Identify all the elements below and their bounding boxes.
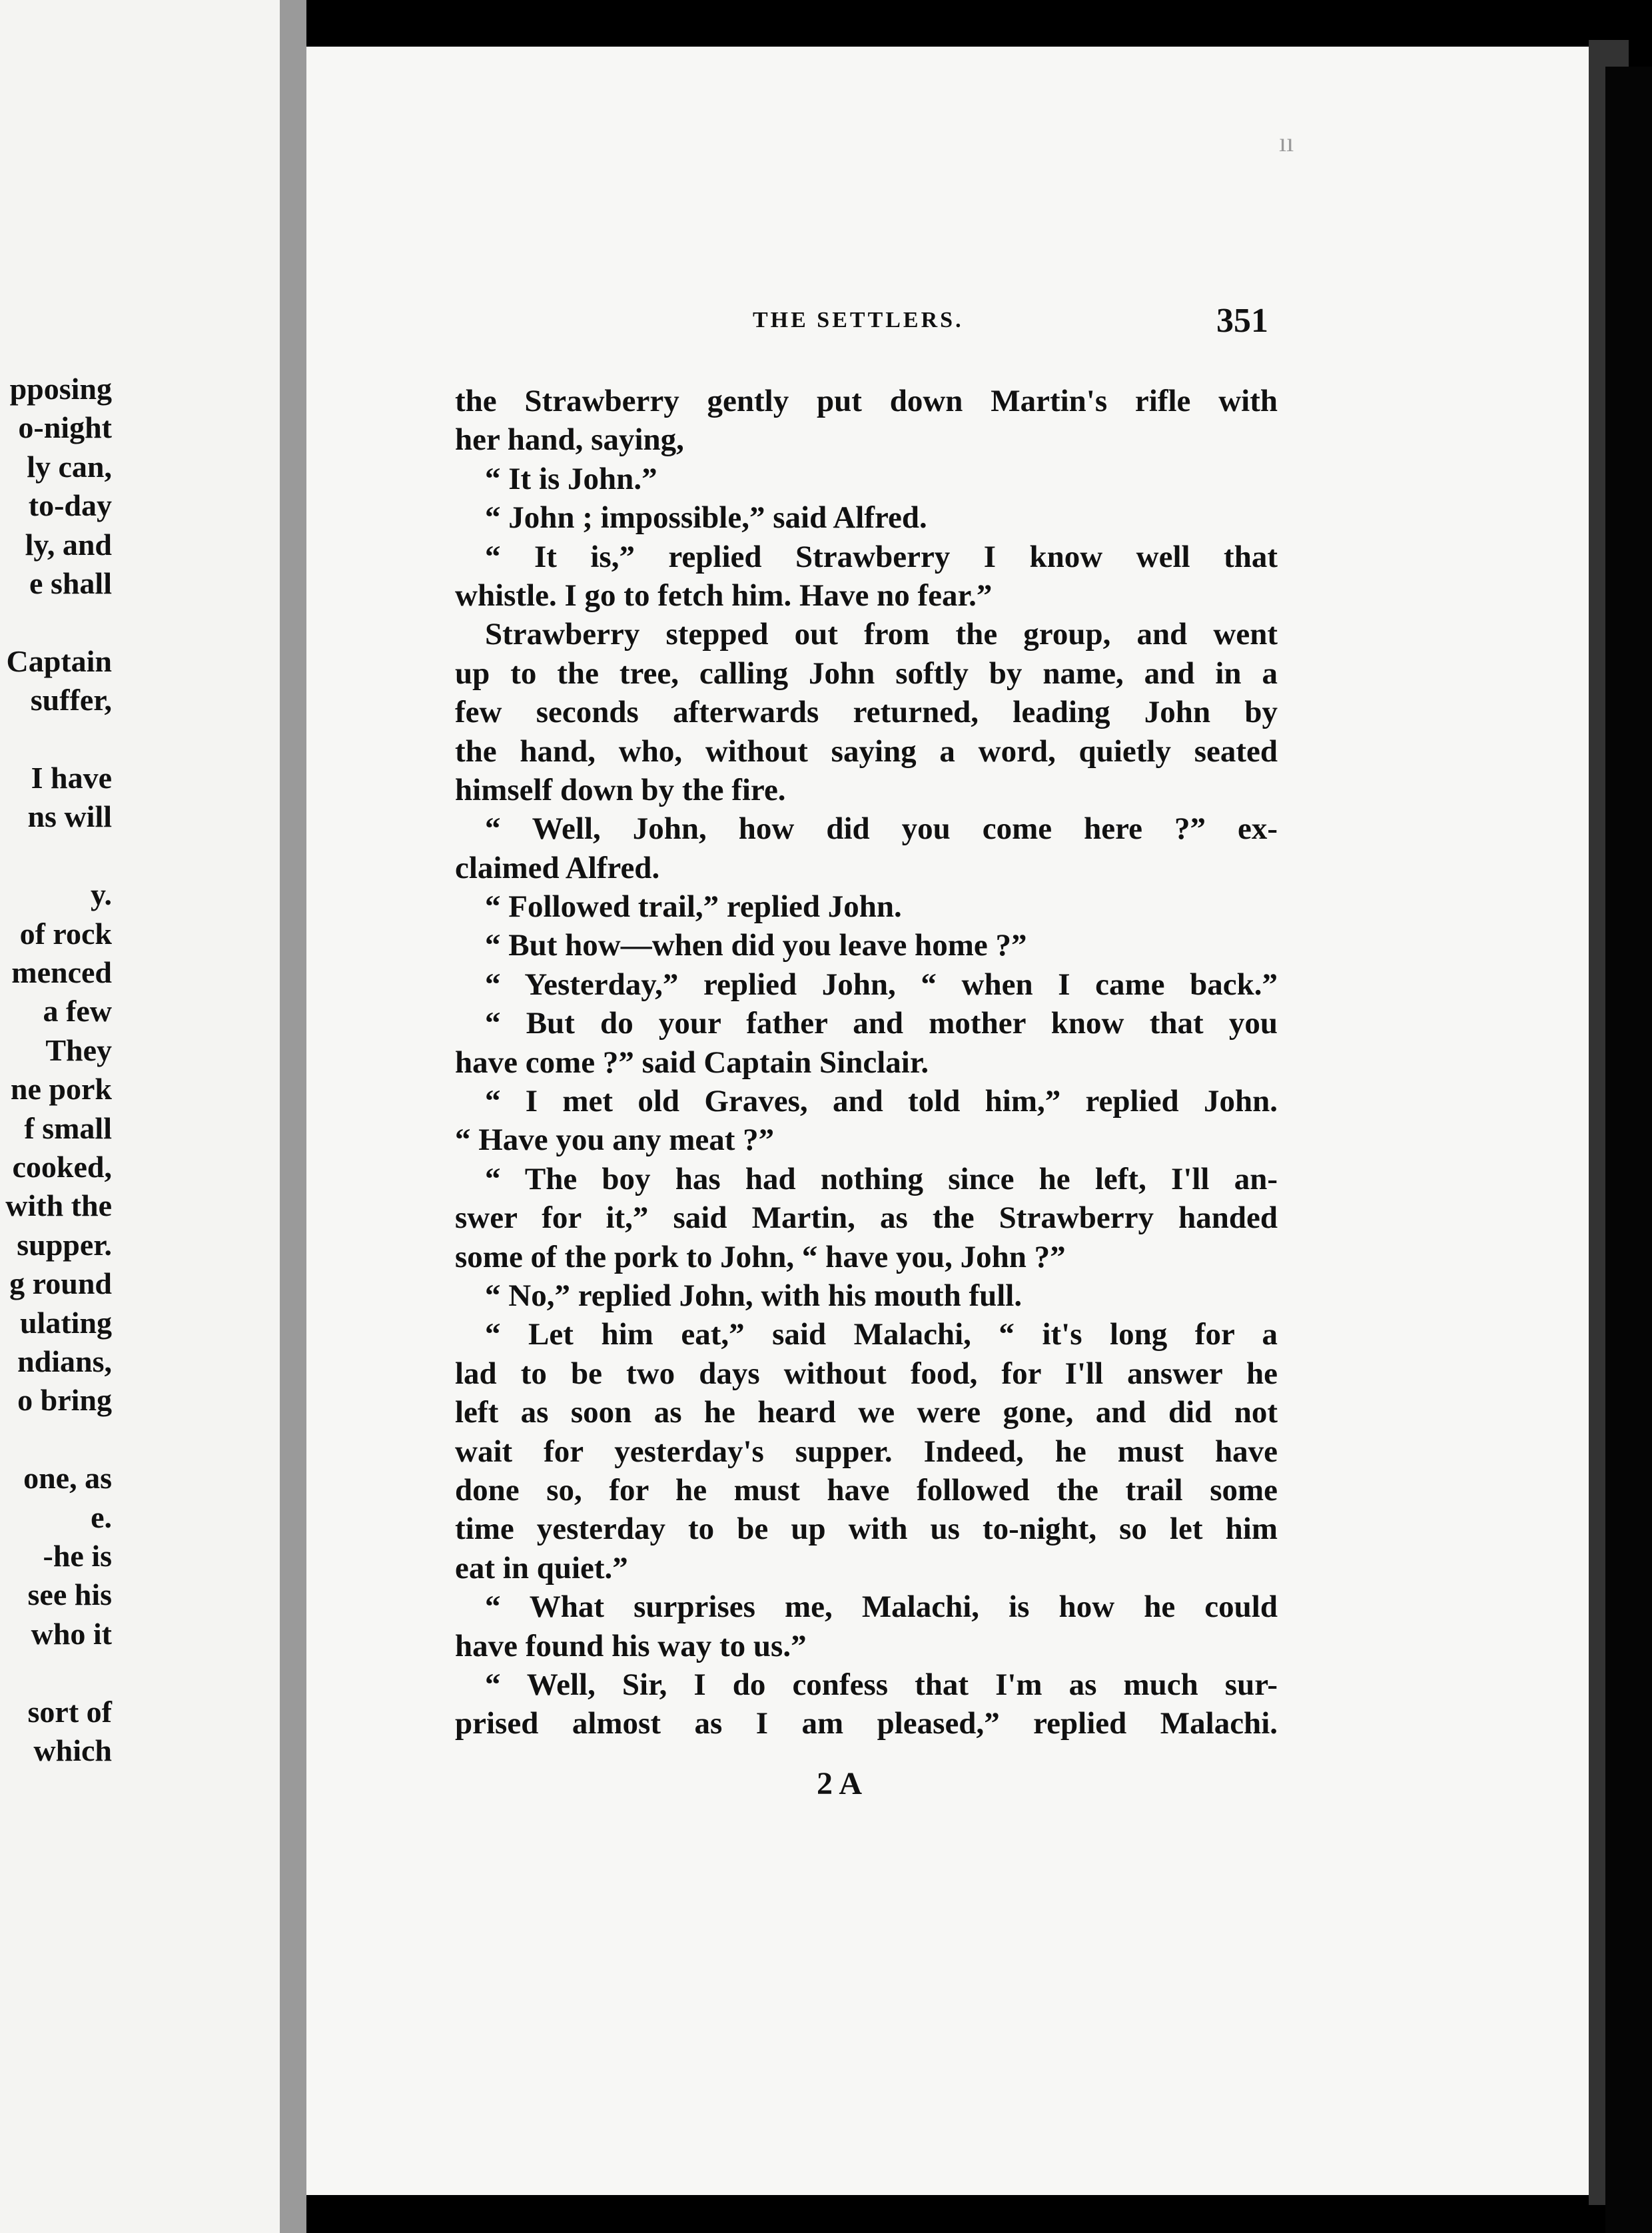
text-line: “ Followed trail,” replied John. xyxy=(485,889,902,925)
left-page-line: -he is xyxy=(43,1539,112,1573)
text-line: the hand, who, without saying a word, quietly seated xyxy=(455,733,1278,769)
left-page-line: ns will xyxy=(27,799,112,834)
text-line: Strawberry stepped out from the group, and went xyxy=(485,617,1278,652)
text-line: claimed Alfred. xyxy=(455,850,660,885)
left-page-line: suffer, xyxy=(30,683,112,717)
left-page-line: g round xyxy=(9,1266,112,1301)
left-page-line: ly can, xyxy=(27,449,112,484)
text-line: “ It is,” replied Strawberry I know well that xyxy=(485,539,1278,574)
text-line: lad to be two days without food, for I'll answer he xyxy=(455,1356,1278,1391)
left-page-line: e. xyxy=(91,1500,112,1534)
text-line: “ The boy has had nothing since he left, I'll an- xyxy=(485,1161,1278,1196)
text-line: “ But do your father and mother know that you xyxy=(485,1006,1278,1041)
text-line: “ John ; impossible,” said Alfred. xyxy=(485,500,927,536)
margin-mark: ıı xyxy=(1279,127,1294,157)
text-line: time yesterday to be up with us to-night, so let him xyxy=(455,1512,1278,1547)
text-line: her hand, saying, xyxy=(455,422,684,458)
left-page-line: ulating xyxy=(19,1305,112,1340)
left-page-line: Captain xyxy=(6,644,112,678)
left-page-line: ne pork xyxy=(10,1072,112,1107)
text-line: “ Well, John, how did you come here ?” ex- xyxy=(485,811,1278,847)
text-line: swer for it,” said Martin, as the Strawberry handed xyxy=(455,1200,1278,1236)
running-head: THE SETTLERS. xyxy=(753,308,964,332)
text-line: left as soon as he heard we were gone, and did not xyxy=(455,1395,1278,1430)
text-line: some of the pork to John, “ have you, John ?” xyxy=(455,1239,1066,1274)
text-line: wait for yesterday's supper. Indeed, he must have xyxy=(455,1434,1278,1469)
left-page-line: who it xyxy=(31,1616,112,1651)
left-page-line: of rock xyxy=(19,916,112,951)
left-page-line: ly, and xyxy=(25,527,112,562)
text-line: up to the tree, calling John softly by name, and in a xyxy=(455,656,1278,691)
page-number: 351 xyxy=(1216,302,1268,340)
left-facing-page xyxy=(0,0,280,2233)
left-page-line: one, as xyxy=(23,1461,112,1496)
left-page-line: which xyxy=(33,1733,112,1767)
text-line: have found his way to us.” xyxy=(455,1628,807,1663)
left-page-line: y. xyxy=(91,877,112,912)
left-page-line: see his xyxy=(27,1577,112,1612)
text-line: “ It is John.” xyxy=(485,461,657,496)
text-line: few seconds afterwards returned, leading John by xyxy=(455,695,1278,730)
left-page-line: I have xyxy=(31,761,112,795)
left-page-line: ndians, xyxy=(17,1344,112,1378)
left-page-line: cooked, xyxy=(12,1150,112,1184)
left-page-line: sort of xyxy=(27,1694,112,1729)
text-line: the Strawberry gently put down Martin's rifle with xyxy=(455,384,1278,418)
text-line: himself down by the fire. xyxy=(455,772,786,807)
left-page-line: o-night xyxy=(18,410,112,445)
left-page-line: e shall xyxy=(29,566,112,600)
left-page-line: a few xyxy=(43,994,112,1029)
text-line: prised almost as I am pleased,” replied Malachi. xyxy=(455,1706,1278,1741)
left-page-line: supper. xyxy=(17,1227,112,1262)
text-line: done so, for he must have followed the trail some xyxy=(455,1472,1278,1508)
left-page-line: They xyxy=(45,1033,112,1067)
page-edge xyxy=(1605,67,1652,2233)
left-page-line: f small xyxy=(24,1111,112,1145)
text-line: “ But how—when did you leave home ?” xyxy=(485,928,1027,963)
text-line: “ Let him eat,” said Malachi, “ it's long for a xyxy=(485,1317,1278,1352)
text-line: “ Yesterday,” replied John, “ when I came back.” xyxy=(485,967,1278,1002)
book-gutter xyxy=(280,0,306,2233)
body-text xyxy=(455,382,1278,1743)
left-page-line: with the xyxy=(5,1188,112,1223)
text-line: “ No,” replied John, with his mouth full. xyxy=(485,1278,1023,1313)
text-line: whistle. I go to fetch him. Have no fear.” xyxy=(455,578,993,613)
text-line: “ What surprises me, Malachi, is how he could xyxy=(485,1589,1278,1625)
text-line: “ Have you any meat ?” xyxy=(455,1122,775,1158)
text-line: have come ?” said Captain Sinclair. xyxy=(455,1045,929,1080)
left-page-line: menced xyxy=(11,955,112,989)
left-page-line: to-day xyxy=(28,488,112,523)
text-line: “ I met old Graves, and told him,” replied John. xyxy=(485,1084,1278,1119)
text-line: eat in quiet.” xyxy=(455,1550,628,1585)
signature-mark: 2 A xyxy=(817,1766,863,1801)
text-line: “ Well, Sir, I do confess that I'm as much sur- xyxy=(485,1667,1278,1702)
left-page-line: pposing xyxy=(9,372,112,406)
left-page-line: o bring xyxy=(17,1383,112,1418)
